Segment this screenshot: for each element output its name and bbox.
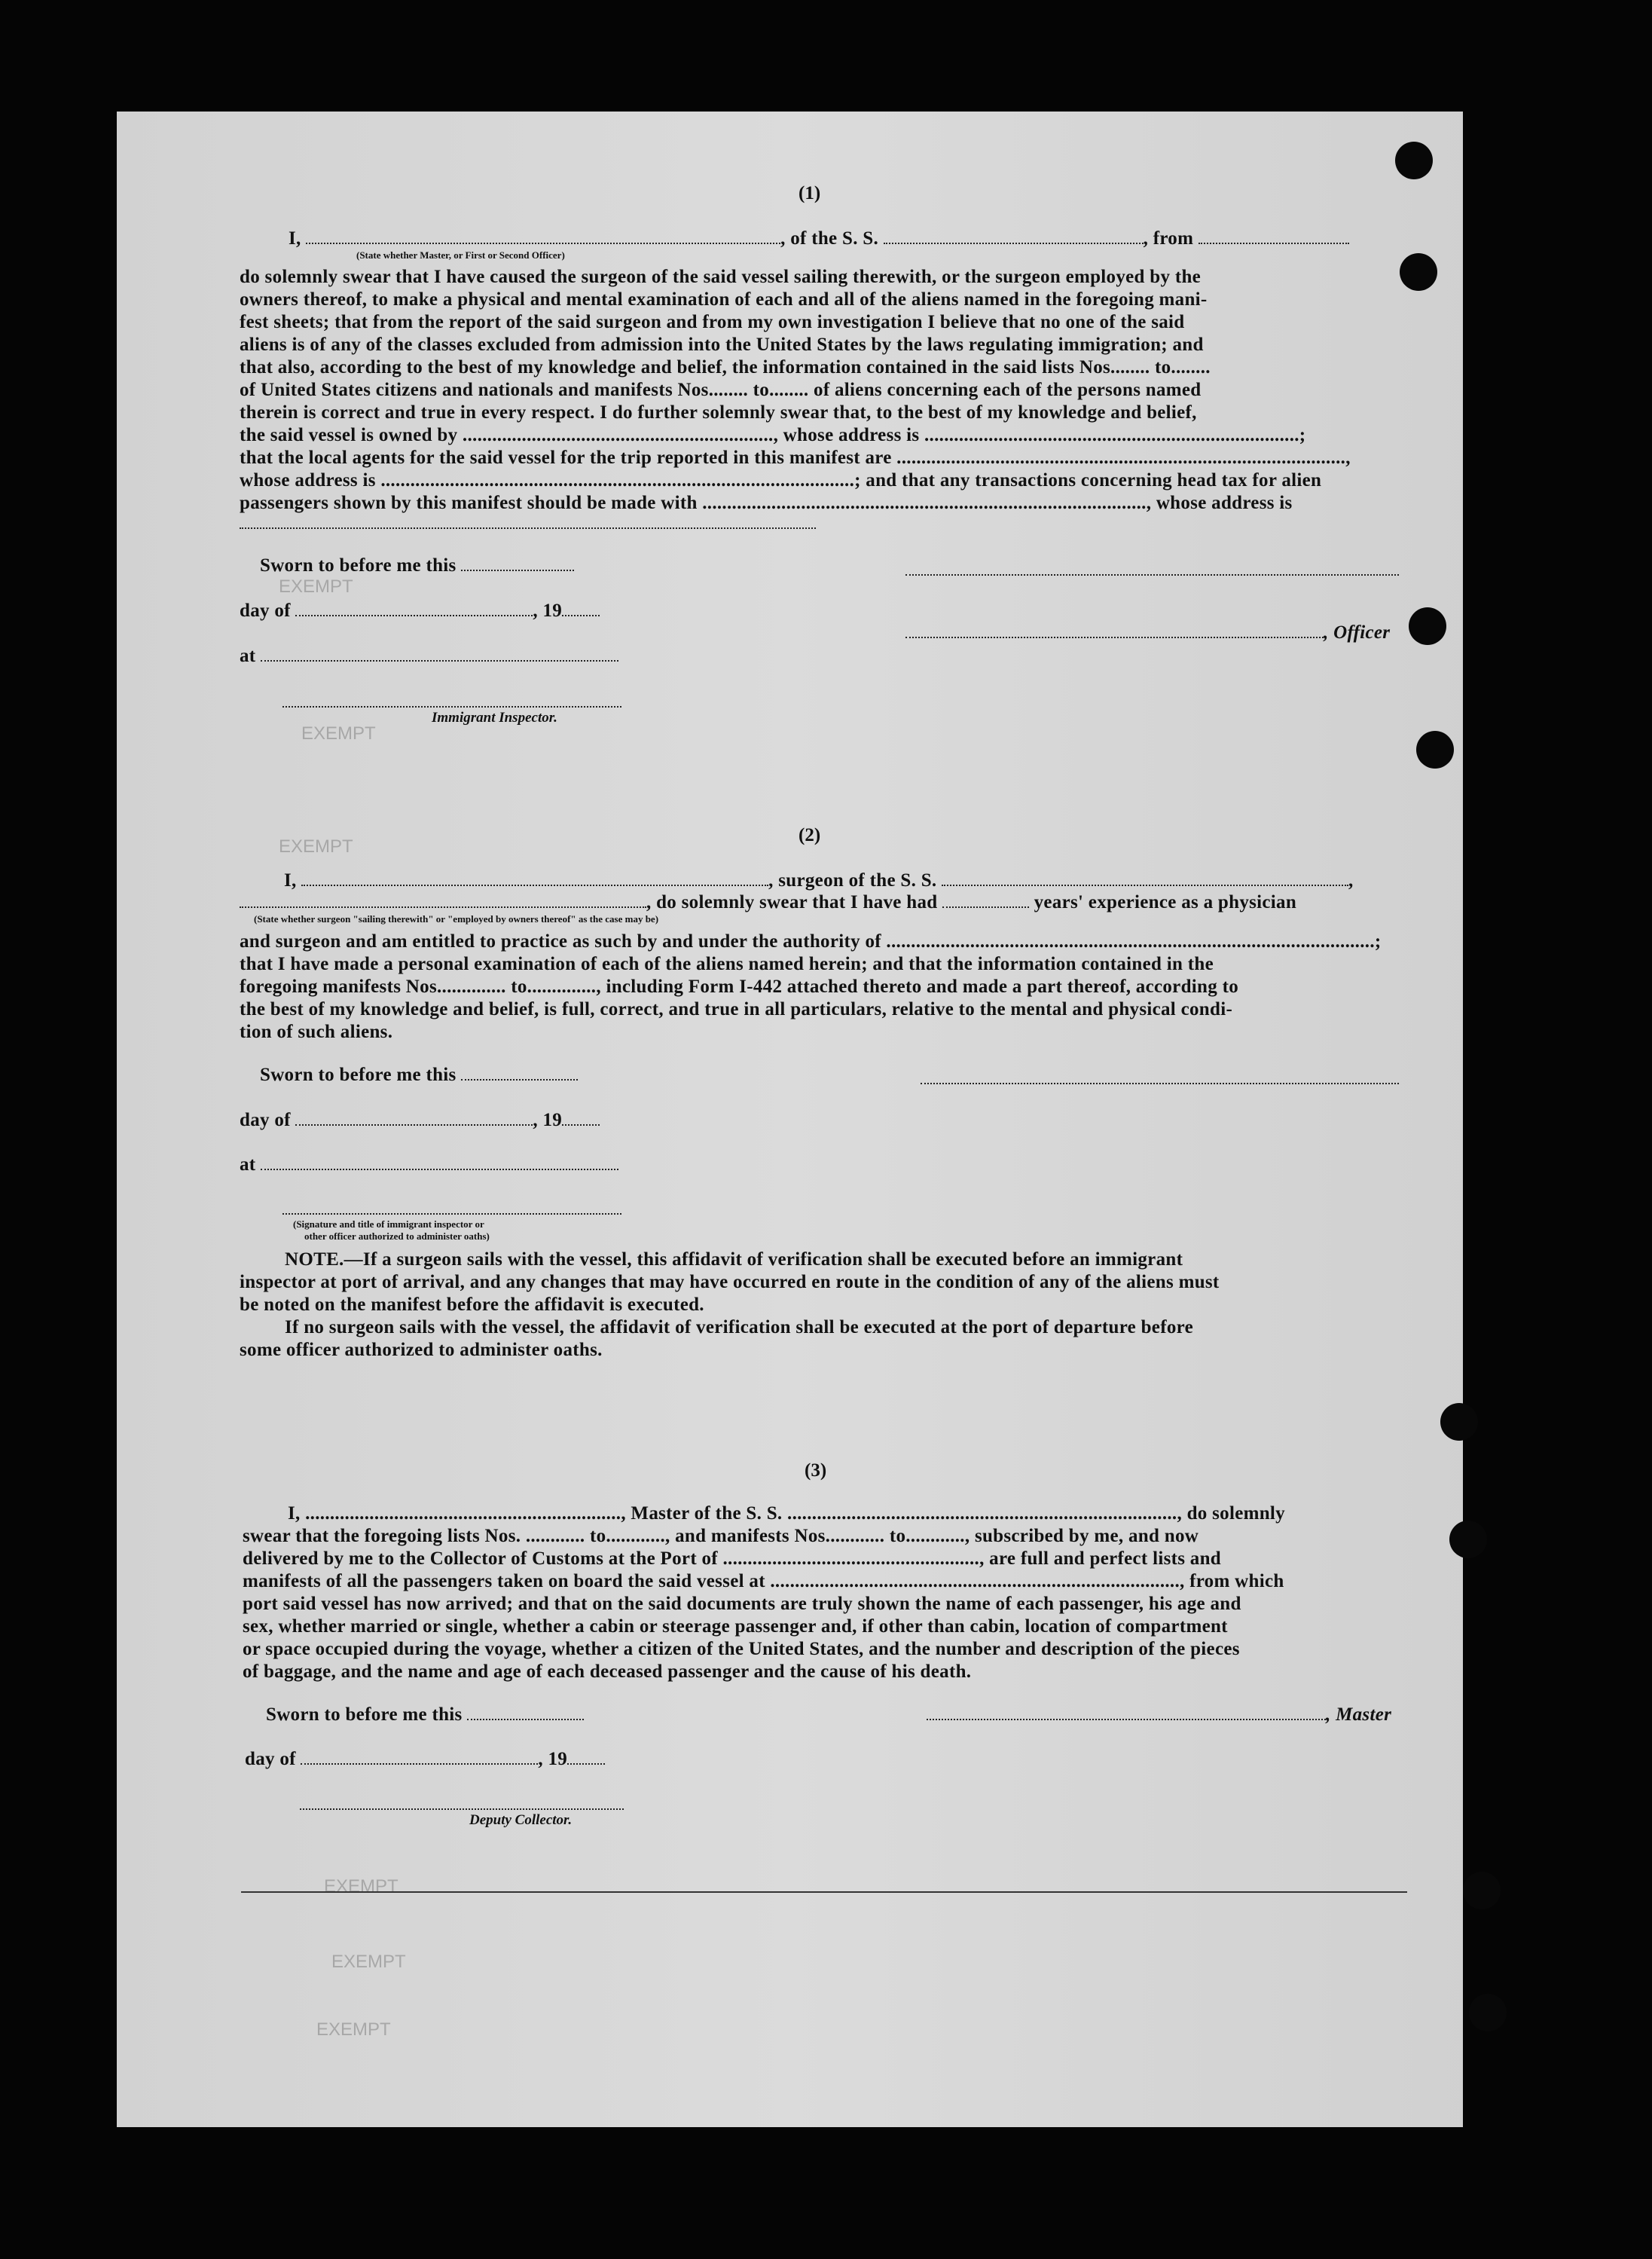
section-2-body [240,931,1403,1044]
text: , 19 [538,1749,568,1769]
officer-line [905,622,1390,643]
text: , do solemnly swear that I have had [646,892,938,912]
text-line: do solemnly swear that I have caused the surgeon of the said vessel sailing therewith, or the surgeon employed by the [240,267,1202,287]
text-line: that I have made a personal examination of each of the aliens named herein; and that the information contained in the [240,954,1214,974]
text-line [240,1249,1403,1272]
deputy-collector-label: Deputy Collector. [469,1812,573,1828]
text: day of [240,1110,291,1130]
blank-field [884,231,1144,244]
blank-field [240,894,646,908]
blank-field [261,1157,618,1170]
note-block [240,1249,1403,1362]
text-line: passengers shown by this manifest should be made with .........................................................................................., whose address is [240,493,1293,513]
blank-field [942,894,1029,908]
blank-field [306,231,780,244]
section-1-first-line [289,228,1349,249]
text-line: foregoing manifests Nos.............. to.............., including Form I-442 attached thereto and made a part thereof, according to [240,977,1239,997]
signature-line [921,1083,1399,1084]
sworn-line [260,555,574,576]
blank-field [1199,231,1349,244]
blank-field [562,603,600,616]
text: —If a surgeon sails with the vessel, this affidavit of verification shall be executed before an immigrant [344,1249,1183,1270]
surgeon-note: (State whether surgeon "sailing therewith" or "employed by owners thereof" as the case may be) [254,913,659,925]
text-line: that also, according to the best of my knowledge and belief, the information contained in the said lists Nos........ to........ [240,357,1211,378]
text: Sworn to before me this [260,555,457,576]
at-line [240,1154,618,1175]
text: , Officer [1324,622,1391,643]
text: , Master [1326,1704,1392,1725]
text: years' experience as a physician [1034,892,1297,912]
sworn-line [266,1704,584,1726]
text: , of the S. S. [780,228,879,249]
text-line: swear that the foregoing lists Nos. ............ to............, and manifests Nos............ to............, subscribed by me, and now [243,1526,1199,1546]
text: at [240,1154,256,1175]
blank-field [467,1707,584,1720]
punch-hole [1395,142,1433,179]
text-line: or space occupied during the voyage, whether a citizen of the United States, and the number and description of the pieces [243,1639,1240,1659]
day-line [240,1110,600,1131]
signature-note: (Signature and title of immigrant inspector or [293,1218,484,1230]
text-line: of United States citizens and nationals and manifests Nos........ to........ of aliens concerning each of the persons named [240,380,1202,400]
text-line: If no surgeon sails with the vessel, the affidavit of verification shall be executed at the port of departure before [285,1317,1193,1337]
text-line: that the local agents for the said vessel for the trip reported in this manifest are ..........................................................................................., [240,448,1351,468]
punch-hole [1416,731,1454,769]
blank-field [261,648,618,662]
day-line [240,601,600,622]
text: , from [1143,228,1194,249]
punch-hole [1400,253,1437,291]
signature-line [905,574,1399,576]
section-2-first-line [284,870,1354,891]
text-line: fest sheets; that from the report of the said surgeon and from my own investigation I believe that no one of the said [240,312,1185,332]
day-line [245,1749,605,1770]
blank-field [927,1707,1326,1720]
section-2-second-line [240,892,1296,913]
text-line: the best of my knowledge and belief, is full, correct, and true in all particulars, relative to the mental and physical condi- [240,999,1233,1019]
note-label: NOTE. [285,1249,344,1270]
punch-hole [1449,1521,1487,1558]
section-3-number: (3) [805,1460,827,1481]
signature-line [300,1808,624,1810]
bleed-stamp: EXEMPT [279,576,353,597]
master-line [927,1704,1391,1726]
blank-field [295,1112,533,1126]
sworn-line [260,1065,578,1086]
signature-line [282,706,621,708]
signature-note: other officer authorized to administer oaths) [304,1230,490,1242]
text: , 19 [533,1110,563,1130]
blank-field [301,873,768,886]
signature-line [282,1213,621,1215]
blank-field [567,1751,605,1765]
text: day of [245,1749,296,1769]
text-line: I, ................................................................, Master of the S. S. ..............................................................................., do solemnly [288,1503,1285,1524]
text-line: aliens is of any of the classes excluded from admission into the United States by the laws regulating immigration; and [240,335,1204,355]
text-line: manifests of all the passengers taken on board the said vessel at ..................................................................................., from which [243,1571,1284,1591]
bleed-stamp: EXEMPT [316,2019,391,2040]
section-1-number: (1) [799,183,821,203]
text-line: tion of such aliens. [240,1022,393,1042]
text-line: be noted on the manifest before the affidavit is executed. [240,1295,704,1315]
text: Sworn to before me this [266,1704,463,1725]
punch-hole [1409,607,1446,645]
section-3-body [243,1503,1406,1684]
bleed-stamp: EXEMPT [301,723,376,744]
blank-field [295,603,533,616]
text: I, [289,228,301,249]
section-2-number: (2) [799,825,821,845]
text-line: inspector at port of arrival, and any changes that may have occurred en route in the condition of any of the aliens must [240,1272,1220,1292]
text-line: owners thereof, to make a physical and mental examination of each and all of the aliens named in the foregoing mani- [240,289,1208,310]
at-line [240,646,618,667]
text-line: port said vessel has now arrived; and that on the said documents are truly shown the name of each passenger, his age and [243,1594,1241,1614]
punch-hole [1463,1872,1501,1909]
section-1-body [240,267,1403,515]
text: I, [284,870,297,891]
text-line: of baggage, and the name and age of each deceased passenger and the cause of his death. [243,1661,972,1682]
text: , 19 [533,601,563,621]
text: day of [240,601,291,621]
blank-field [301,1751,538,1765]
text-line: the said vessel is owned by ..............................................................., whose address is ............................................................................; [240,425,1306,445]
text-line: some officer authorized to administer oaths. [240,1340,603,1360]
text: , [1348,870,1354,891]
blank-field [562,1112,600,1126]
text-line: delivered by me to the Collector of Customs at the Port of ...................................................., are full and perfect lists and [243,1548,1222,1569]
punch-hole [1440,1403,1478,1441]
immigrant-inspector-label: Immigrant Inspector. [432,710,557,726]
blank-field [461,1067,578,1081]
address-continuation-line [240,527,816,529]
bleed-stamp: EXEMPT [279,836,353,857]
text: , surgeon of the S. S. [768,870,937,891]
text: Sworn to before me this [260,1065,457,1085]
punch-hole [1469,1994,1507,2031]
text-line: and surgeon and am entitled to practice as such by and under the authority of ...................................................................................................; [240,931,1382,952]
officer-note: (State whether Master, or First or Second Officer) [356,249,565,261]
text: at [240,646,256,666]
text-line: sex, whether married or single, whether a cabin or steerage passenger and, if other than cabin, location of compartment [243,1616,1228,1637]
bleed-stamp: EXEMPT [331,1952,406,1972]
bleed-stamp: EXEMPT [324,1876,398,1897]
blank-field [942,873,1348,886]
text-line: therein is correct and true in every respect. I do further solemnly swear that, to the best of my knowledge and belief, [240,402,1197,423]
text-line: whose address is ................................................................................................; and that any transactions concerning head tax for alien [240,470,1322,491]
blank-field [905,625,1324,638]
bottom-rule [241,1891,1407,1893]
blank-field [461,558,574,571]
